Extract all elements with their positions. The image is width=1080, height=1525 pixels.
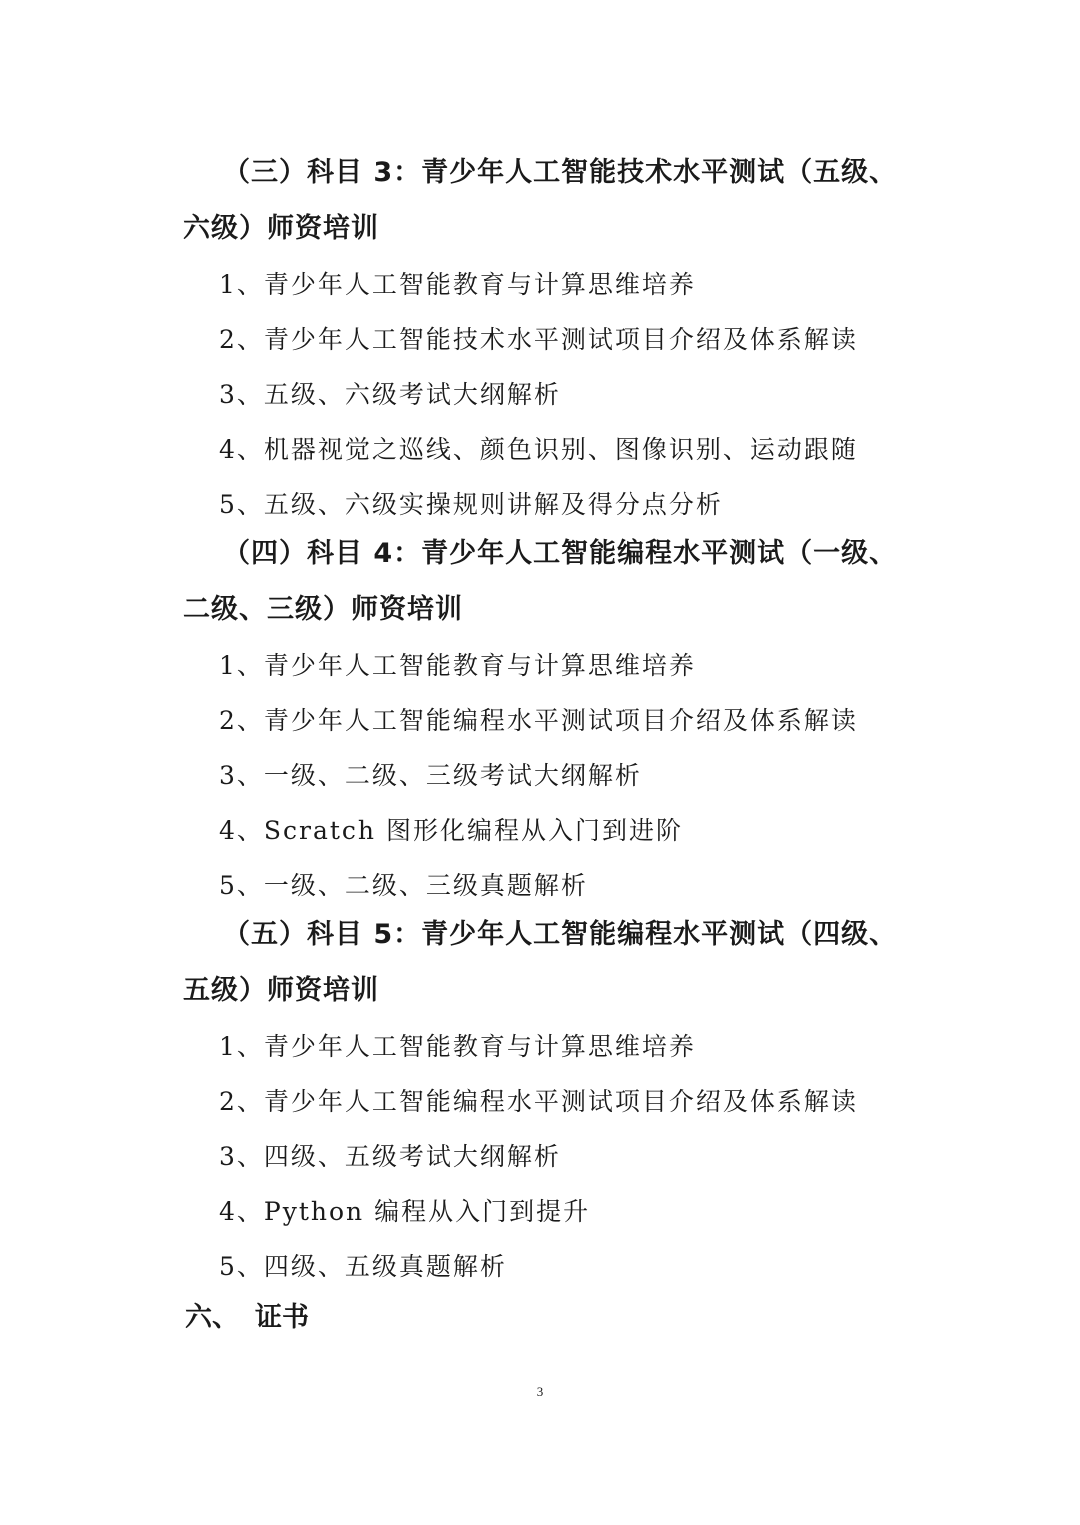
- list-item: 5、四级、五级真题解析: [219, 1252, 507, 1281]
- list-item: 3、四级、五级考试大纲解析: [219, 1142, 561, 1171]
- list-item: 3、五级、六级考试大纲解析: [219, 380, 561, 409]
- section-subject-4: [183, 526, 903, 913]
- page-number: 3: [536, 1384, 544, 1399]
- list-item: 5、五级、六级实操规则讲解及得分点分析: [219, 490, 723, 519]
- list-item: 2、青少年人工智能技术水平测试项目介绍及体系解读: [219, 325, 858, 354]
- list-item: 2、青少年人工智能编程水平测试项目介绍及体系解读: [219, 706, 858, 735]
- list-item: 4、Scratch 图形化编程从入门到进阶: [219, 816, 683, 845]
- list-item: 3、一级、二级、三级考试大纲解析: [219, 761, 642, 790]
- list-item: 4、机器视觉之巡线、颜色识别、图像识别、运动跟随: [219, 435, 858, 464]
- list-item: 4、Python 编程从入门到提升: [219, 1197, 591, 1226]
- chapter-heading-certificate: [185, 1296, 309, 1340]
- chapter-title: 证书: [255, 1302, 309, 1333]
- section-heading: （四）科目 4：青少年人工智能编程水平测试（一级、二级、三级）师资培训: [183, 538, 898, 625]
- chapter-number: 六、: [185, 1302, 239, 1333]
- list-item: 1、青少年人工智能教育与计算思维培养: [219, 651, 696, 680]
- list-item: 1、青少年人工智能教育与计算思维培养: [219, 270, 696, 299]
- section-heading: （三）科目 3：青少年人工智能技术水平测试（五级、六级）师资培训: [183, 157, 898, 244]
- list-item: 2、青少年人工智能编程水平测试项目介绍及体系解读: [219, 1087, 858, 1116]
- section-subject-5: [183, 907, 903, 1294]
- section-subject-3: [183, 145, 903, 532]
- list-item: 5、一级、二级、三级真题解析: [219, 871, 588, 900]
- list-item: 1、青少年人工智能教育与计算思维培养: [219, 1032, 696, 1061]
- section-heading: （五）科目 5：青少年人工智能编程水平测试（四级、五级）师资培训: [183, 919, 898, 1006]
